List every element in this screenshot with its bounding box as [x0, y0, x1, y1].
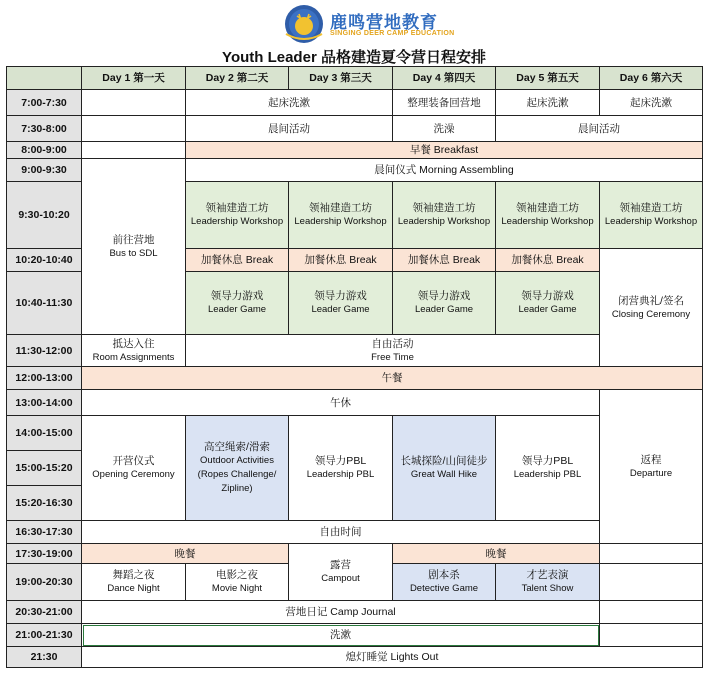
empty-cell [600, 624, 703, 647]
selected-cell[interactable]: 洗漱 [82, 624, 600, 647]
activity-cell [600, 249, 703, 367]
table-row [7, 116, 703, 142]
activity-cell: 晨间活动 [496, 116, 703, 142]
activity-en: (Ropes Challenge/ [197, 469, 277, 480]
activity-en: Great Wall Hike [410, 469, 478, 480]
meal-cell: 早餐 Breakfast [186, 142, 703, 159]
time-cell: 19:00-20:30 [7, 564, 82, 601]
activity-zh: 长城探险/山间徒步 [400, 455, 488, 467]
table-row [7, 90, 703, 116]
activity-en: Bus to SDL [109, 247, 158, 259]
activity-zh: 电影之夜 [216, 569, 258, 581]
table-row [7, 367, 703, 390]
time-cell: 7:00-7:30 [7, 90, 82, 116]
activity-zh: 领导力游戏 [417, 290, 471, 302]
activity-zh: 自由活动 [371, 337, 414, 350]
activity-zh: 剧本杀 [428, 569, 460, 581]
activity-zh: 闭营典礼/签名 [618, 294, 684, 307]
break-cell: 加餐休息 Break [289, 249, 393, 272]
table-row [7, 624, 703, 647]
activity-cell [289, 544, 393, 601]
activity-en: Zipline) [221, 483, 253, 494]
activity-zh: 高空绳索/滑索 [204, 441, 270, 453]
activity-en: Leadership Workshop [604, 216, 698, 227]
activity-en: Leader Game [207, 304, 267, 315]
activity-cell [186, 335, 600, 367]
table-row [7, 390, 703, 416]
activity-zh: 抵达入住 [112, 337, 155, 350]
activity-en: Leadership PBL [513, 469, 582, 480]
workshop-cell [600, 182, 703, 249]
corner-cell [7, 67, 82, 90]
workshop-cell [496, 182, 600, 249]
activity-cell: 午休 [82, 390, 600, 416]
activity-cell [82, 416, 186, 521]
header-row [7, 67, 703, 90]
time-cell: 17:30-19:00 [7, 544, 82, 564]
activity-en: Leader Game [414, 304, 474, 315]
day-header: Day 2 第二天 [186, 67, 289, 90]
activity-en: Campout [321, 573, 360, 584]
page-title: Youth Leader 品格建造夏令营日程安排 [222, 49, 486, 66]
empty-cell [82, 142, 186, 159]
table-row [7, 647, 703, 668]
activity-en: Movie Night [211, 583, 263, 594]
workshop-cell [289, 182, 393, 249]
activity-zh: 开营仪式 [112, 455, 155, 467]
brand-subname: SINGING DEER CAMP EDUCATION [330, 30, 455, 37]
empty-cell [82, 90, 186, 116]
activity-en: Leader Game [518, 304, 577, 315]
activity-zh: 领袖建造工坊 [516, 202, 579, 214]
outdoor-cell [186, 416, 289, 521]
activity-en: Leadership Workshop [294, 216, 387, 227]
schedule-table [6, 66, 703, 668]
activity-zh: 领导力PBL [314, 455, 367, 467]
activity-cell: 整理装备回营地 [393, 90, 496, 116]
table-row [7, 142, 703, 159]
day-header: Day 5 第五天 [496, 67, 600, 90]
empty-cell [600, 601, 703, 624]
empty-cell [600, 564, 703, 601]
table-row [7, 416, 703, 451]
empty-cell [600, 544, 703, 564]
header [0, 0, 708, 64]
table-row [7, 601, 703, 624]
activity-zh: 领袖建造工坊 [205, 202, 269, 214]
time-cell: 7:30-8:00 [7, 116, 82, 142]
activity-cell [186, 564, 289, 601]
activity-zh: 前往营地 [112, 233, 155, 246]
meal-cell: 午餐 [82, 367, 703, 390]
day-header: Day 3 第三天 [289, 67, 393, 90]
activity-en: Leadership Workshop [501, 216, 594, 227]
game-cell [289, 272, 393, 335]
workshop-cell [393, 182, 496, 249]
time-cell: 15:20-16:30 [7, 486, 82, 521]
activity-en: Room Assignments [92, 351, 175, 363]
activity-cell [600, 390, 703, 544]
activity-cell: 起床洗漱 [496, 90, 600, 116]
activity-en: Opening Ceremony [92, 469, 175, 480]
activity-zh: 领袖建造工坊 [619, 202, 683, 214]
time-cell: 11:30-12:00 [7, 335, 82, 367]
break-cell: 加餐休息 Break [393, 249, 496, 272]
activity-cell [496, 416, 600, 521]
day-header: Day 4 第四天 [393, 67, 496, 90]
outdoor-cell [496, 564, 600, 601]
time-cell: 10:20-10:40 [7, 249, 82, 272]
activity-cell: 自由时间 [82, 521, 600, 544]
empty-cell [82, 116, 186, 142]
meal-cell: 晚餐 [82, 544, 289, 564]
activity-cell: 起床洗漱 [186, 90, 393, 116]
activity-en: Outdoor Activities [200, 455, 274, 466]
time-cell: 21:30 [7, 647, 82, 668]
time-cell: 13:00-14:00 [7, 390, 82, 416]
break-cell: 加餐休息 Break [186, 249, 289, 272]
activity-zh: 返程 [640, 453, 662, 466]
activity-cell: 营地日记 Camp Journal [82, 601, 600, 624]
brand-name: 鹿鸣营地教育 [330, 13, 438, 32]
activity-cell [289, 416, 393, 521]
time-cell: 10:40-11:30 [7, 272, 82, 335]
day-header: Day 6 第六天 [600, 67, 703, 90]
activity-zh: 领导力游戏 [210, 290, 264, 302]
game-cell [393, 272, 496, 335]
activity-cell [82, 564, 186, 601]
day-header: Day 1 第一天 [82, 67, 186, 90]
activity-zh: 露营 [330, 559, 351, 571]
outdoor-cell [393, 564, 496, 601]
activity-en: Detective Game [409, 583, 479, 594]
activity-cell [82, 159, 186, 335]
activity-zh: 领导力游戏 [521, 290, 574, 302]
table-row [7, 335, 703, 367]
activity-cell [82, 335, 186, 367]
break-cell: 加餐休息 Break [496, 249, 600, 272]
time-cell: 15:00-15:20 [7, 451, 82, 486]
activity-zh: 舞蹈之夜 [112, 569, 155, 581]
deer-emblem-icon [282, 4, 326, 44]
activity-zh: 领导力游戏 [314, 290, 367, 302]
activity-en: Dance Night [107, 583, 160, 594]
game-cell [186, 272, 289, 335]
activity-cell: 洗澡 [393, 116, 496, 142]
activity-en: Free Time [371, 351, 414, 363]
activity-zh: 领袖建造工坊 [309, 202, 372, 214]
time-cell: 16:30-17:30 [7, 521, 82, 544]
activity-en: Leadership Workshop [190, 216, 284, 227]
activity-en: Departure [629, 467, 673, 479]
workshop-cell [186, 182, 289, 249]
table-row [7, 159, 703, 182]
activity-en: Closing Ceremony [611, 308, 691, 320]
table-row [7, 544, 703, 564]
time-cell: 9:00-9:30 [7, 159, 82, 182]
game-cell [496, 272, 600, 335]
activity-en: Talent Show [521, 583, 574, 594]
time-cell: 9:30-10:20 [7, 182, 82, 249]
time-cell: 14:00-15:00 [7, 416, 82, 451]
activity-zh: 领导力PBL [521, 455, 574, 467]
activity-en: Leadership PBL [306, 469, 375, 480]
activity-zh: 领袖建造工坊 [412, 202, 476, 214]
time-cell: 20:30-21:00 [7, 601, 82, 624]
time-cell: 8:00-9:00 [7, 142, 82, 159]
activity-cell: 晨间活动 [186, 116, 393, 142]
activity-cell: 熄灯睡觉 Lights Out [82, 647, 703, 668]
outdoor-cell [393, 416, 496, 521]
activity-en: Leader Game [311, 304, 370, 315]
time-cell: 21:00-21:30 [7, 624, 82, 647]
meal-cell: 晚餐 [393, 544, 600, 564]
activity-en: Leadership Workshop [397, 216, 491, 227]
activity-cell: 起床洗漱 [600, 90, 703, 116]
table-row [7, 521, 703, 544]
time-cell: 12:00-13:00 [7, 367, 82, 390]
activity-cell: 晨间仪式 Morning Assembling [186, 159, 703, 182]
activity-zh: 才艺表演 [526, 569, 569, 581]
